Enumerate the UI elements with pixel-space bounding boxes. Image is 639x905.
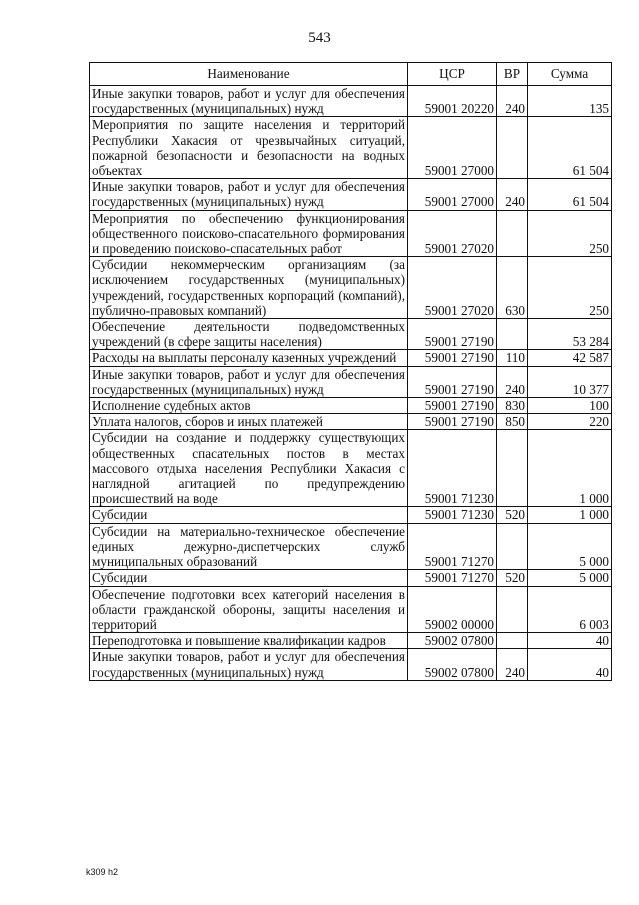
cell-csr: 59001 27000 — [408, 117, 497, 179]
cell-name: Расходы на выплаты персоналу казенных учреждений — [90, 350, 408, 366]
header-name: Наименование — [90, 63, 408, 86]
table-row — [90, 523, 612, 570]
cell-csr: 59001 20220 — [408, 86, 497, 117]
cell-vr: 240 — [497, 366, 528, 397]
cell-vr: 110 — [497, 350, 528, 366]
cell-sum: 5 000 — [528, 523, 612, 570]
cell-name: Уплата налогов, сборов и иных платежей — [90, 414, 408, 430]
header-sum: Сумма — [528, 63, 612, 86]
cell-sum: 100 — [528, 398, 612, 414]
table-row — [90, 257, 612, 319]
cell-csr: 59001 27020 — [408, 257, 497, 319]
cell-vr — [497, 586, 528, 633]
cell-vr — [497, 633, 528, 649]
cell-csr: 59001 27000 — [408, 179, 497, 210]
cell-csr: 59001 27190 — [408, 366, 497, 397]
cell-csr: 59002 07800 — [408, 633, 497, 649]
cell-name: Обеспечение подготовки всех категорий населения в области гражданской обороны, защиты населения и территорий — [90, 586, 408, 633]
cell-sum: 6 003 — [528, 586, 612, 633]
cell-sum: 61 504 — [528, 179, 612, 210]
cell-sum: 1 000 — [528, 507, 612, 523]
cell-name: Мероприятия по обеспечению функционирования общественного поисково-спасательного формирования и проведению поисково-спасательных работ — [90, 210, 408, 257]
cell-vr — [497, 117, 528, 179]
cell-name: Иные закупки товаров, работ и услуг для обеспечения государственных (муниципальных) нужд — [90, 649, 408, 680]
cell-vr: 240 — [497, 86, 528, 117]
cell-vr — [497, 523, 528, 570]
cell-sum: 61 504 — [528, 117, 612, 179]
cell-name: Субсидии — [90, 570, 408, 586]
cell-sum: 250 — [528, 257, 612, 319]
cell-sum: 40 — [528, 633, 612, 649]
table-row — [90, 414, 612, 430]
cell-csr: 59001 27190 — [408, 319, 497, 350]
cell-sum: 220 — [528, 414, 612, 430]
cell-name: Иные закупки товаров, работ и услуг для обеспечения государственных (муниципальных) нужд — [90, 86, 408, 117]
cell-vr: 520 — [497, 507, 528, 523]
table-row — [90, 319, 612, 350]
cell-name: Субсидии на материально-техническое обеспечение единых дежурно-диспетчерских служб муниципальных образований — [90, 523, 408, 570]
cell-vr: 240 — [497, 179, 528, 210]
cell-vr — [497, 319, 528, 350]
table-body — [90, 86, 612, 681]
cell-sum: 42 587 — [528, 350, 612, 366]
cell-vr: 850 — [497, 414, 528, 430]
table-row — [90, 117, 612, 179]
cell-csr: 59002 00000 — [408, 586, 497, 633]
cell-vr — [497, 430, 528, 507]
cell-vr — [497, 210, 528, 257]
table-row — [90, 633, 612, 649]
cell-csr: 59001 71230 — [408, 507, 497, 523]
cell-sum: 1 000 — [528, 430, 612, 507]
header-vr: ВР — [497, 63, 528, 86]
table-row — [90, 430, 612, 507]
cell-csr: 59001 71270 — [408, 570, 497, 586]
header-csr: ЦСР — [408, 63, 497, 86]
cell-csr: 59001 71270 — [408, 523, 497, 570]
table-row — [90, 507, 612, 523]
cell-vr: 630 — [497, 257, 528, 319]
table-row — [90, 350, 612, 366]
table-row — [90, 366, 612, 397]
table-row — [90, 398, 612, 414]
cell-csr: 59001 71230 — [408, 430, 497, 507]
cell-name: Обеспечение деятельности подведомственных учреждений (в сфере защиты населения) — [90, 319, 408, 350]
page-number: 543 — [308, 30, 331, 46]
table-row — [90, 649, 612, 680]
cell-vr: 830 — [497, 398, 528, 414]
cell-name: Субсидии на создание и поддержку существующих общественных спасательных постов в местах массового отдыха населения Республики Хакасия с наглядной агитацией по предупреждению происшествий на воде — [90, 430, 408, 507]
cell-csr: 59001 27190 — [408, 414, 497, 430]
cell-csr: 59001 27020 — [408, 210, 497, 257]
cell-vr: 240 — [497, 649, 528, 680]
cell-name: Субсидии — [90, 507, 408, 523]
cell-name: Иные закупки товаров, работ и услуг для обеспечения государственных (муниципальных) нужд — [90, 179, 408, 210]
cell-sum: 53 284 — [528, 319, 612, 350]
cell-sum: 10 377 — [528, 366, 612, 397]
table-row — [90, 210, 612, 257]
cell-name: Переподготовка и повышение квалификации кадров — [90, 633, 408, 649]
cell-csr: 59001 27190 — [408, 398, 497, 414]
cell-sum: 250 — [528, 210, 612, 257]
table-row — [90, 570, 612, 586]
cell-vr: 520 — [497, 570, 528, 586]
budget-table — [89, 62, 612, 681]
cell-sum: 135 — [528, 86, 612, 117]
cell-name: Мероприятия по защите населения и территорий Республики Хакасия от чрезвычайных ситуаций, пожарной безопасности и безопасности на водных объектах — [90, 117, 408, 179]
cell-sum: 5 000 — [528, 570, 612, 586]
cell-csr: 59002 07800 — [408, 649, 497, 680]
table-row — [90, 586, 612, 633]
table-header-row — [90, 63, 612, 86]
cell-csr: 59001 27190 — [408, 350, 497, 366]
table-row — [90, 179, 612, 210]
cell-name: Исполнение судебных актов — [90, 398, 408, 414]
cell-sum: 40 — [528, 649, 612, 680]
cell-name: Иные закупки товаров, работ и услуг для обеспечения государственных (муниципальных) нужд — [90, 366, 408, 397]
cell-name: Субсидии некоммерческим организациям (за исключением государственных (муниципальных) учреждений, государственных корпораций (компаний), публично-правовых компаний) — [90, 257, 408, 319]
footer-code: k309 h2 — [86, 867, 119, 877]
table-row — [90, 86, 612, 117]
